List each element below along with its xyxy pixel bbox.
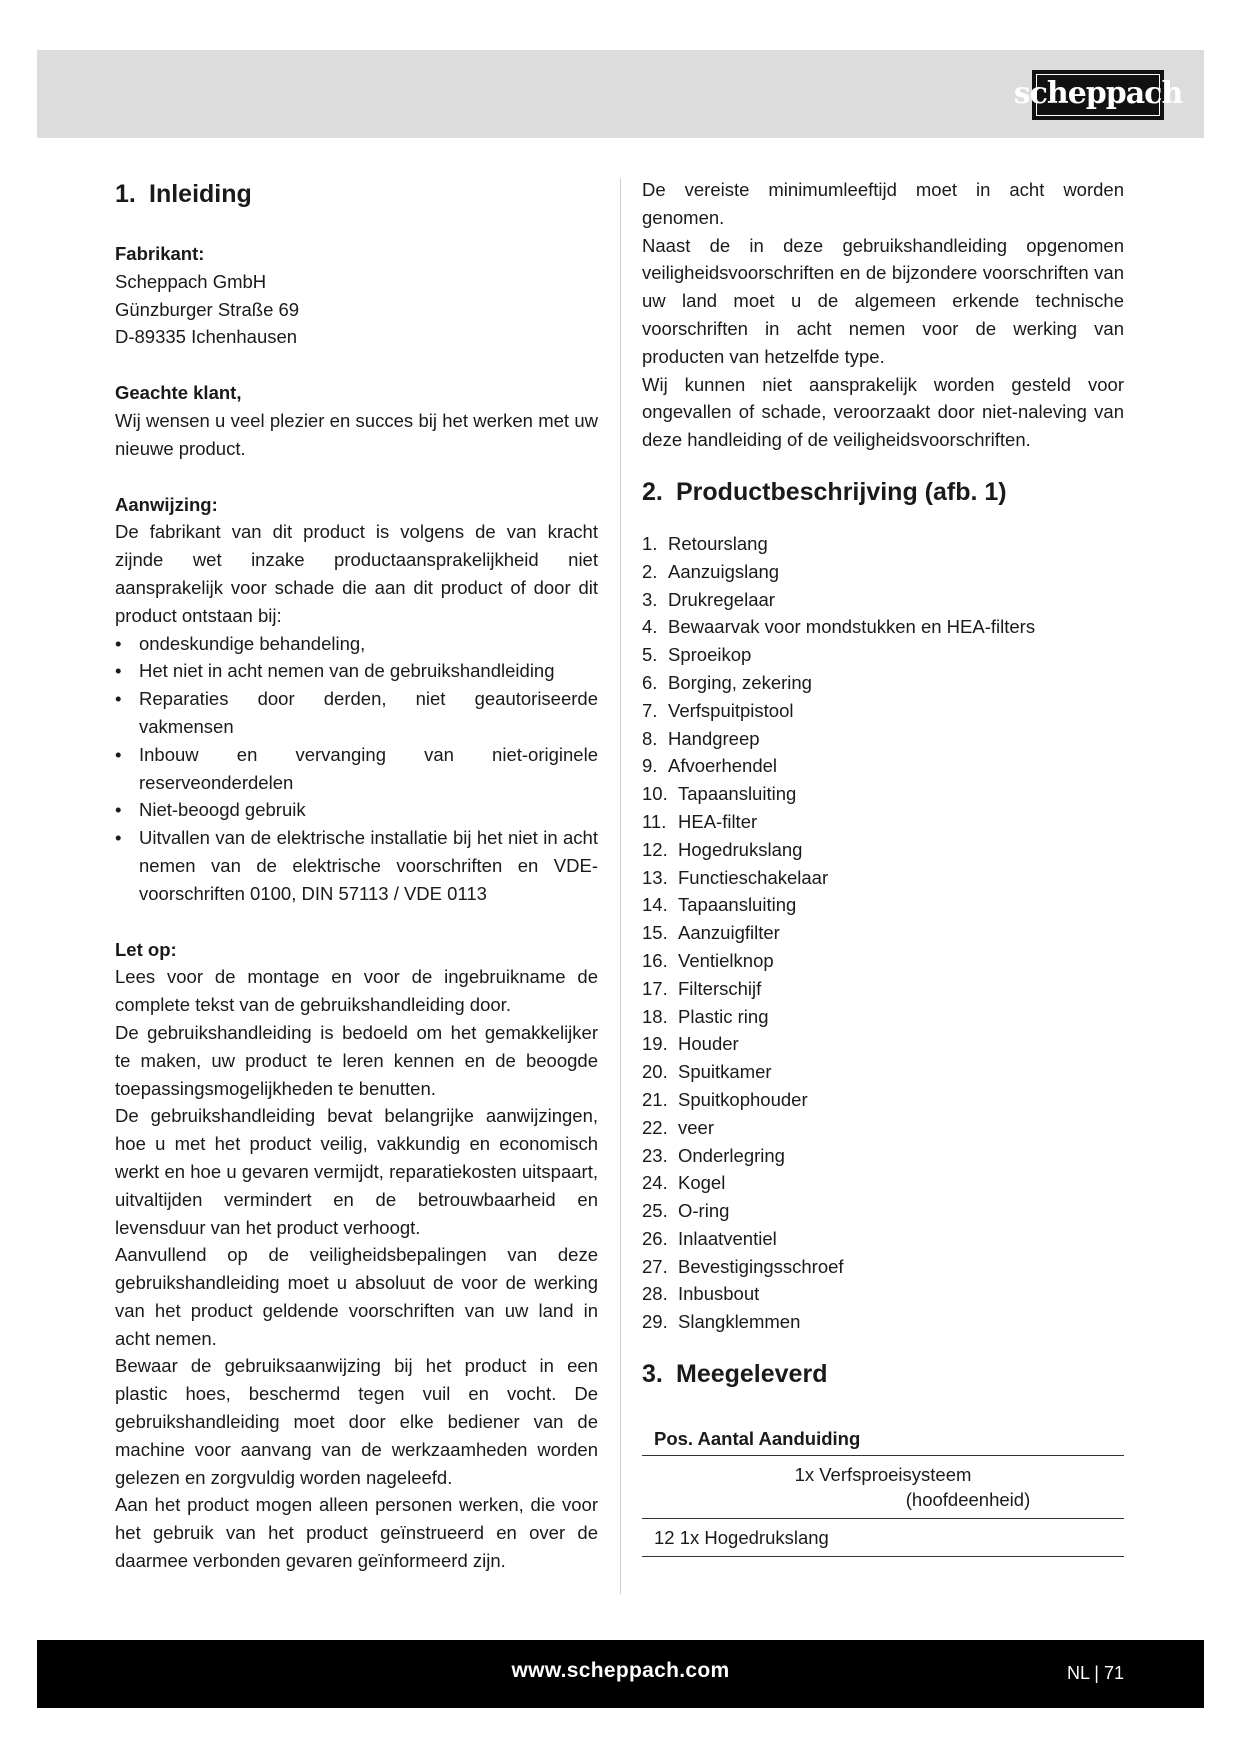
table-cell-line: (hoofdeenheid) — [905, 1489, 1031, 1511]
list-item — [642, 1197, 1124, 1225]
attention-paragraph: Bewaar de gebruiksaanwijzing bij het product in een plastic hoes, beschermd tegen vuil en vocht. De gebruikshandleiding moet door elke bediener van de machine voor aanvang van de werkzaamheden worden gelezen en zorgvuldig worden nageleefd. — [115, 1355, 598, 1488]
list-item — [642, 1253, 1124, 1281]
part-label: veer — [678, 1116, 714, 1138]
part-number: 7. — [642, 699, 658, 721]
section-2-heading — [642, 474, 1124, 510]
section-1-heading — [115, 176, 598, 212]
part-number: 22. — [642, 1116, 668, 1138]
attention-paragraph: Aan het product mogen alleen personen werken, die voor het gebruik van het product geïnstrueerd en over de daarmee verbonden gevaren geïnformeerd zijn. — [115, 1494, 598, 1572]
right-column — [642, 176, 1124, 1557]
part-label: Bevestigingsschroef — [678, 1255, 844, 1277]
note-bullet: • Reparaties door derden, niet geautoriseerde vakmensen — [115, 685, 598, 741]
part-number: 26. — [642, 1227, 668, 1249]
list-item — [642, 1169, 1124, 1197]
list-item — [642, 697, 1124, 725]
scheppach-logo: scheppach — [1032, 70, 1164, 120]
part-number: 29. — [642, 1311, 668, 1333]
part-label: Verfspuitpistool — [668, 699, 794, 721]
list-item — [642, 780, 1124, 808]
list-item — [642, 558, 1124, 586]
part-label: Drukregelaar — [668, 588, 775, 610]
intro-paragraph: De vereiste minimumleeftijd moet in acht worden genomen. — [642, 179, 1124, 228]
part-number: 15. — [642, 922, 668, 944]
list-item — [642, 1003, 1124, 1031]
table-row — [642, 1456, 1124, 1519]
section-2-title: Productbeschrijving (afb. 1) — [676, 477, 1007, 506]
table-cell — [642, 1456, 1124, 1519]
list-item — [642, 947, 1124, 975]
list-item — [642, 1280, 1124, 1308]
note-label: Aanwijzing: — [115, 493, 218, 515]
attention-label: Let op: — [115, 938, 177, 960]
manufacturer-line: Scheppach GmbH — [115, 270, 267, 292]
list-item — [642, 613, 1124, 641]
part-label: Aanzuigfilter — [678, 922, 780, 944]
section-1-title: Inleiding — [149, 180, 252, 208]
page-number: NL | 71 — [1066, 1663, 1124, 1683]
part-number: 12. — [642, 838, 668, 860]
table-header: Pos. Aantal Aanduiding — [642, 1420, 1124, 1456]
footer-url[interactable]: www.scheppach.com — [511, 1659, 730, 1682]
note-bullet: • ondeskundige behandeling, — [115, 630, 598, 658]
part-number: 27. — [642, 1255, 668, 1277]
part-number: 28. — [642, 1283, 668, 1305]
list-item — [642, 1114, 1124, 1142]
attention-paragraph: Lees voor de montage en voor de ingebruikname de complete tekst van de gebruikshandleiding door. — [115, 966, 598, 1016]
section-3-title: Meegeleverd — [676, 1360, 828, 1389]
part-label: Handgreep — [668, 727, 760, 749]
part-label: Functieschakelaar — [678, 866, 829, 888]
part-number: 1. — [642, 532, 658, 554]
part-label: Houder — [678, 1033, 739, 1055]
part-label: Aanzuigslang — [668, 560, 780, 582]
list-item — [642, 1142, 1124, 1170]
greeting-text: Wij wensen u veel plezier en succes bij het werken met uw nieuwe product. — [115, 409, 598, 459]
list-item — [642, 669, 1124, 697]
manufacturer-line: Günzburger Straße 69 — [115, 298, 300, 320]
section-3-number: 3. — [642, 1360, 663, 1389]
part-label: Bewaarvak voor mondstukken en HEA-filters — [668, 616, 1036, 638]
note-bullet: • Inbouw en vervanging van niet-originele reserveonderdelen — [115, 741, 598, 797]
part-number: 2. — [642, 560, 658, 582]
part-number: 4. — [642, 616, 658, 638]
section-2-number: 2. — [642, 477, 663, 506]
part-number: 25. — [642, 1200, 668, 1222]
manufacturer-line: D-89335 Ichenhausen — [115, 326, 298, 348]
part-number: 6. — [642, 671, 658, 693]
part-number: 9. — [642, 755, 658, 777]
part-label: Borging, zekering — [668, 671, 812, 693]
part-number: 19. — [642, 1033, 668, 1055]
part-number: 3. — [642, 588, 658, 610]
part-label: O-ring — [678, 1200, 730, 1222]
part-label: Filterschijf — [678, 977, 762, 999]
table-header-row — [642, 1420, 1124, 1456]
part-label: HEA-filter — [678, 810, 758, 832]
part-label: Tapaansluiting — [678, 894, 797, 916]
part-number: 17. — [642, 977, 668, 999]
part-label: Retourslang — [668, 532, 768, 554]
part-number: 11. — [642, 810, 667, 832]
greeting-label: Geachte klant, — [115, 382, 242, 404]
list-item — [642, 808, 1124, 836]
parts-list — [642, 530, 1124, 1336]
section-1-number: 1. — [115, 180, 136, 208]
intro-paragraph: Wij kunnen niet aansprakelijk worden gesteld voor ongevallen of schade, veroorzaakt door niet-naleving van deze handleiding of de veiligheidsvoorschriften. — [642, 373, 1124, 451]
list-item — [642, 530, 1124, 558]
part-number: 18. — [642, 1005, 668, 1027]
list-item — [642, 586, 1124, 614]
list-item — [642, 725, 1124, 753]
part-number: 16. — [642, 949, 668, 971]
attention-paragraph: De gebruikshandleiding is bedoeld om het gemakkelijker te maken, uw product te leren kennen en de beoogde toepassingsmogelijkheden te benutten. — [115, 1021, 598, 1099]
section-3-heading — [642, 1356, 1124, 1392]
part-number: 10. — [642, 783, 668, 805]
list-item — [642, 1308, 1124, 1336]
list-item — [642, 1225, 1124, 1253]
part-label: Kogel — [678, 1172, 726, 1194]
part-label: Inbusbout — [678, 1283, 760, 1305]
table-cell: 12 1x Hogedrukslang — [642, 1519, 1124, 1557]
part-number: 8. — [642, 727, 658, 749]
part-label: Afvoerhendel — [668, 755, 778, 777]
part-number: 21. — [642, 1088, 668, 1110]
part-number: 13. — [642, 866, 668, 888]
intro-paragraph: Naast de in deze gebruikshandleiding opgenomen veiligheidsvoorschriften en de bijzondere voorschriften van uw land moet u de algemeen erkende technische voorschriften in acht nemen voor de werking van producten van hetzelfde type. — [642, 234, 1124, 367]
list-item — [642, 641, 1124, 669]
note-bullet-list — [115, 630, 598, 908]
part-number: 20. — [642, 1061, 668, 1083]
table-cell-line: 1x Verfsproeisysteem — [794, 1464, 972, 1486]
note-bullet: • Uitvallen van de elektrische installatie bij het niet in acht nemen van de elektrische voorschriften en VDE-voorschriften 0100, DIN 57113 / VDE 0113 — [115, 824, 598, 907]
part-label: Ventielknop — [678, 949, 774, 971]
list-item — [642, 1030, 1124, 1058]
list-item — [642, 1058, 1124, 1086]
attention-paragraph: Aanvullend op de veiligheidsbepalingen van deze gebruikshandleiding moet u absoluut de voor de werking van het product geldende voorschriften van uw land in acht nemen. — [115, 1244, 598, 1349]
attention-paragraph: De gebruikshandleiding bevat belangrijke aanwijzingen, hoe u met het product veilig, vakkundig en economisch werkt en hoe u gevaren vermijdt, reparatiekosten uitspaart, uitvaltijden vermindert en de betrouwbaarheid en levensduur van het product verhoogt. — [115, 1105, 598, 1238]
table-row — [642, 1519, 1124, 1557]
list-item — [642, 1086, 1124, 1114]
part-label: Slangklemmen — [678, 1311, 801, 1333]
part-number: 24. — [642, 1172, 668, 1194]
delivery-table — [642, 1420, 1124, 1557]
part-label: Spuitkophouder — [678, 1088, 808, 1110]
part-number: 14. — [642, 894, 668, 916]
part-label: Hogedrukslang — [678, 838, 803, 860]
manufacturer-label: Fabrikant: — [115, 243, 205, 264]
list-item — [642, 752, 1124, 780]
list-item — [642, 975, 1124, 1003]
list-item — [642, 919, 1124, 947]
part-label: Plastic ring — [678, 1005, 769, 1027]
list-item — [642, 836, 1124, 864]
part-label: Onderlegring — [678, 1144, 785, 1166]
list-item — [642, 891, 1124, 919]
part-label: Tapaansluiting — [678, 783, 797, 805]
part-label: Inlaatventiel — [678, 1227, 777, 1249]
part-label: Sproeikop — [668, 644, 752, 666]
note-text: De fabrikant van dit product is volgens de van kracht zijnde wet inzake productaansprakelijkheid niet aansprakelijk voor schade die aan dit product of door dit product ontstaan bij: — [115, 521, 598, 626]
part-label: Spuitkamer — [678, 1061, 772, 1083]
note-bullet: • Het niet in acht nemen van de gebruikshandleiding — [115, 657, 598, 685]
part-number: 5. — [642, 644, 658, 666]
left-column — [115, 176, 598, 1575]
column-divider — [620, 178, 621, 1594]
list-item — [642, 864, 1124, 892]
part-number: 23. — [642, 1144, 668, 1166]
note-bullet: • Niet-beoogd gebruik — [115, 796, 598, 824]
